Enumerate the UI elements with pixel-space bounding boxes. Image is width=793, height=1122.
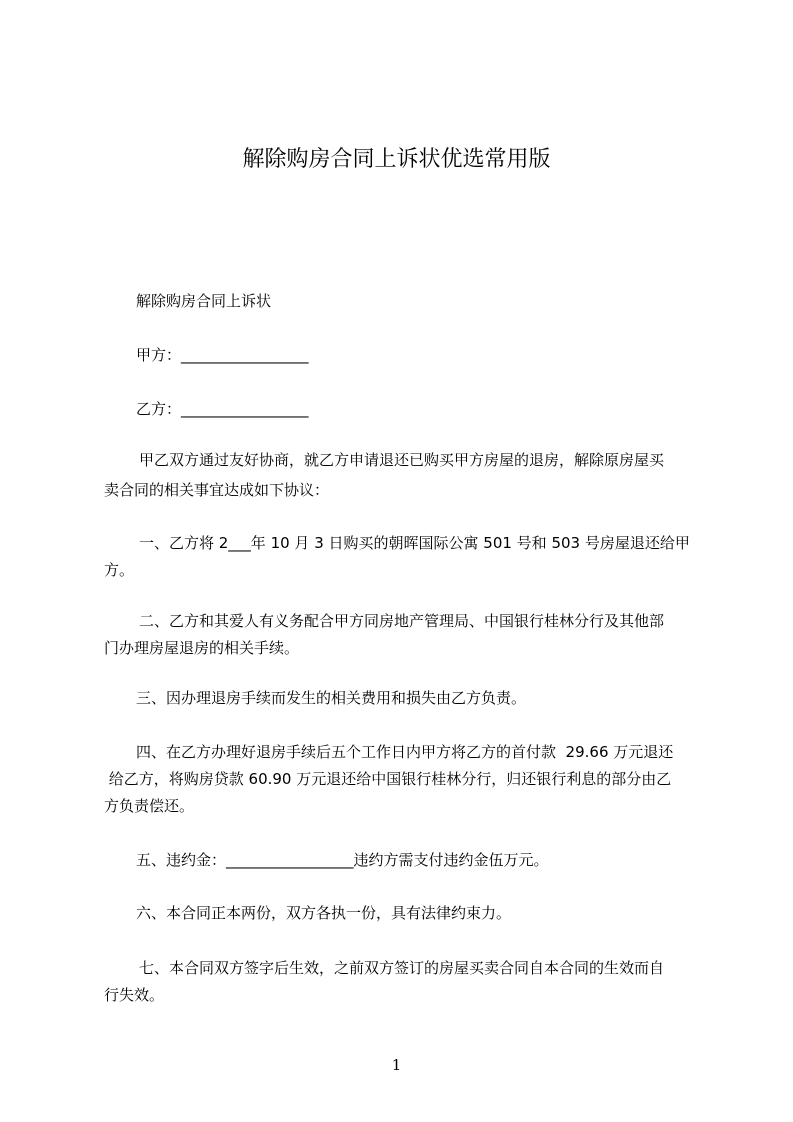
clause-7-line: 七、本合同双方签字后生效，之前双方签订的房屋买卖合同自本合同的生效而自 xyxy=(139,959,665,977)
clause-6-line: 六、本合同正本两份，双方各执一份，具有法律约束力。 xyxy=(136,904,512,922)
clause-2-line: 二、乙方和其爱人有义务配合甲方同房地产管理局、中国银行桂林分行及其他部 xyxy=(139,612,665,630)
clause-5-line: 五、违约金：_________________违约方需支付违约金伍万元。 xyxy=(136,851,549,869)
clause-1-line: 一、乙方将 2___年 10 月 3 日购买的朝晖国际公寓 501 号和 503 号房屋退还给甲 xyxy=(139,534,690,552)
intro-paragraph-line: 卖合同的相关事宜达成如下协议： xyxy=(104,481,330,499)
party-a-line: 甲方：_________________ xyxy=(136,346,309,364)
clause-4-line: 四、在乙方办理好退房手续后五个工作日内甲方将乙方的首付款 29.66 万元退还 xyxy=(136,743,674,761)
clause-3-line: 三、因办理退房手续而发生的相关费用和损失由乙方负责。 xyxy=(136,689,527,707)
clause-1-line: 方。 xyxy=(104,561,135,579)
clause-4-line: 给乙方，将购房贷款 60.90 万元退还给中国银行桂林分行，归还银行利息的部分由乙 xyxy=(104,770,672,788)
subtitle: 解除购房合同上诉状 xyxy=(136,292,272,310)
document-title: 解除购房合同上诉状优选常用版 xyxy=(242,147,551,172)
clause-7-line: 行失效。 xyxy=(104,986,165,1004)
page-number: 1 xyxy=(391,1056,402,1074)
clause-4-line: 方负责偿还。 xyxy=(104,797,195,815)
party-b-line: 乙方：_________________ xyxy=(136,400,309,418)
clause-2-line: 门办理房屋退房的相关手续。 xyxy=(104,639,300,657)
intro-paragraph-line: 甲乙双方通过友好协商，就乙方申请退还已购买甲方房屋的退房，解除原房屋买 xyxy=(139,451,665,469)
